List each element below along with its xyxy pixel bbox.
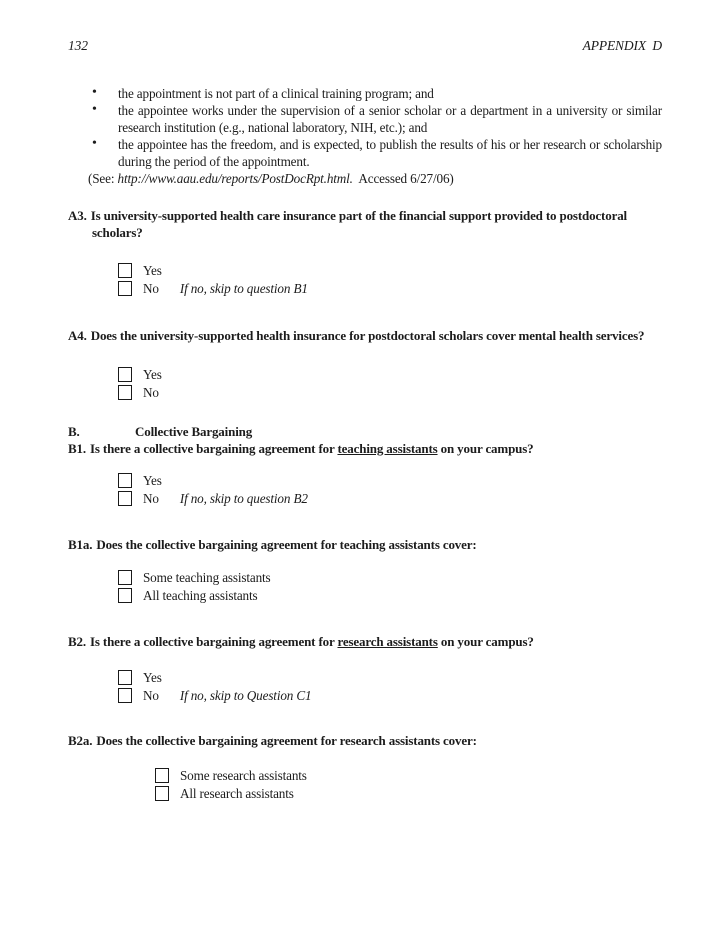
- question-b1-options: [118, 471, 662, 507]
- question-text: Does the collective bargaining agreement for research assistants cover:: [96, 733, 477, 748]
- option-row: [118, 686, 662, 704]
- checkbox-b1a-all[interactable]: [118, 588, 132, 603]
- question-text: Is there a collective bargaining agreement for: [89, 634, 338, 649]
- source-url: http://www.aau.edu/reports/PostDocRpt.html.: [117, 171, 353, 186]
- option-row: [118, 383, 662, 401]
- option-row: [118, 586, 662, 604]
- question-b2-options: [118, 668, 662, 704]
- checkbox-b2a-some[interactable]: [155, 768, 169, 783]
- question-text: Does the university-supported health insurance for postdoctoral scholars cover mental health services?: [90, 328, 645, 343]
- skip-instruction: If no, skip to Question C1: [179, 687, 312, 703]
- option-row: [118, 471, 662, 489]
- question-a3-options: [118, 261, 662, 297]
- checkbox-b1-no[interactable]: [118, 491, 132, 506]
- running-header: [68, 38, 662, 54]
- question-number: B1.: [68, 441, 86, 456]
- section-number: B.: [68, 424, 80, 439]
- checkbox-b2a-all[interactable]: [155, 786, 169, 801]
- checkbox-a3-no[interactable]: [118, 281, 132, 296]
- option-label: Some teaching assistants: [143, 569, 271, 585]
- checkbox-b2-yes[interactable]: [118, 670, 132, 685]
- question-number: B2a.: [68, 733, 93, 748]
- checkbox-a4-no[interactable]: [118, 385, 132, 400]
- option-label: All teaching assistants: [143, 587, 258, 603]
- question-b2a-options: [155, 766, 662, 802]
- checkbox-b1a-some[interactable]: [118, 570, 132, 585]
- question-b1a-options: [118, 568, 662, 604]
- option-label: No: [143, 687, 159, 703]
- section-title: Collective Bargaining: [135, 424, 253, 439]
- source-prefix: (See:: [88, 171, 118, 186]
- option-row: [118, 568, 662, 586]
- intro-bullet-list: [68, 85, 662, 170]
- question-a4: [68, 327, 662, 344]
- question-text: Does the collective bargaining agreement for teaching assistants cover:: [96, 537, 477, 552]
- option-row: [118, 279, 662, 297]
- question-number: B2.: [68, 634, 86, 649]
- section-b-heading: [68, 423, 644, 440]
- option-label: No: [143, 384, 159, 400]
- question-text: Is there a collective bargaining agreement for: [89, 441, 338, 456]
- bullet-item: • the appointee works under the supervision of a senior scholar or a department in a university or similar research institution (e.g., national laboratory, NIH, etc.); and: [118, 102, 662, 136]
- question-b1a: [68, 536, 662, 553]
- question-number: A4.: [68, 328, 87, 343]
- option-label: Some research assistants: [180, 767, 307, 783]
- question-text-underlined: research assistants: [337, 634, 438, 649]
- checkbox-b2-no[interactable]: [118, 688, 132, 703]
- skip-instruction: If no, skip to question B1: [179, 280, 308, 296]
- question-b1: [68, 440, 662, 457]
- bullet-item: • the appointment is not part of a clinical training program; and: [118, 85, 662, 102]
- checkbox-a3-yes[interactable]: [118, 263, 132, 278]
- option-label: Yes: [143, 366, 162, 382]
- question-b2: [68, 633, 662, 650]
- option-label: Yes: [143, 669, 162, 685]
- page-number: 132: [68, 38, 88, 53]
- checkbox-b1-yes[interactable]: [118, 473, 132, 488]
- option-label: No: [143, 280, 159, 296]
- question-text-underlined: teaching assistants: [337, 441, 438, 456]
- running-head-title: APPENDIX D: [582, 38, 662, 53]
- source-citation: [68, 170, 662, 187]
- question-a3: [68, 207, 662, 241]
- question-text: Is university-supported health care insurance part of the financial support provided to postdoctoral scholars?: [90, 208, 628, 240]
- question-number: A3.: [68, 208, 87, 223]
- question-b2a: [68, 732, 662, 749]
- option-row: [118, 365, 662, 383]
- option-row: [118, 489, 662, 507]
- option-row: [155, 766, 662, 784]
- option-row: [118, 668, 662, 686]
- bullet-item: • the appointee has the freedom, and is expected, to publish the results of his or her research or scholarship during the period of the appointment.: [118, 136, 662, 170]
- question-number: B1a.: [68, 537, 93, 552]
- question-text: on your campus?: [437, 441, 534, 456]
- option-label: All research assistants: [180, 785, 294, 801]
- option-row: [155, 784, 662, 802]
- skip-instruction: If no, skip to question B2: [179, 490, 308, 506]
- option-label: Yes: [143, 262, 162, 278]
- question-a4-options: [118, 365, 662, 401]
- question-text: on your campus?: [437, 634, 534, 649]
- source-accessed: Accessed 6/27/06): [352, 171, 454, 186]
- option-label: Yes: [143, 472, 162, 488]
- option-label: No: [143, 490, 159, 506]
- option-row: [118, 261, 662, 279]
- checkbox-a4-yes[interactable]: [118, 367, 132, 382]
